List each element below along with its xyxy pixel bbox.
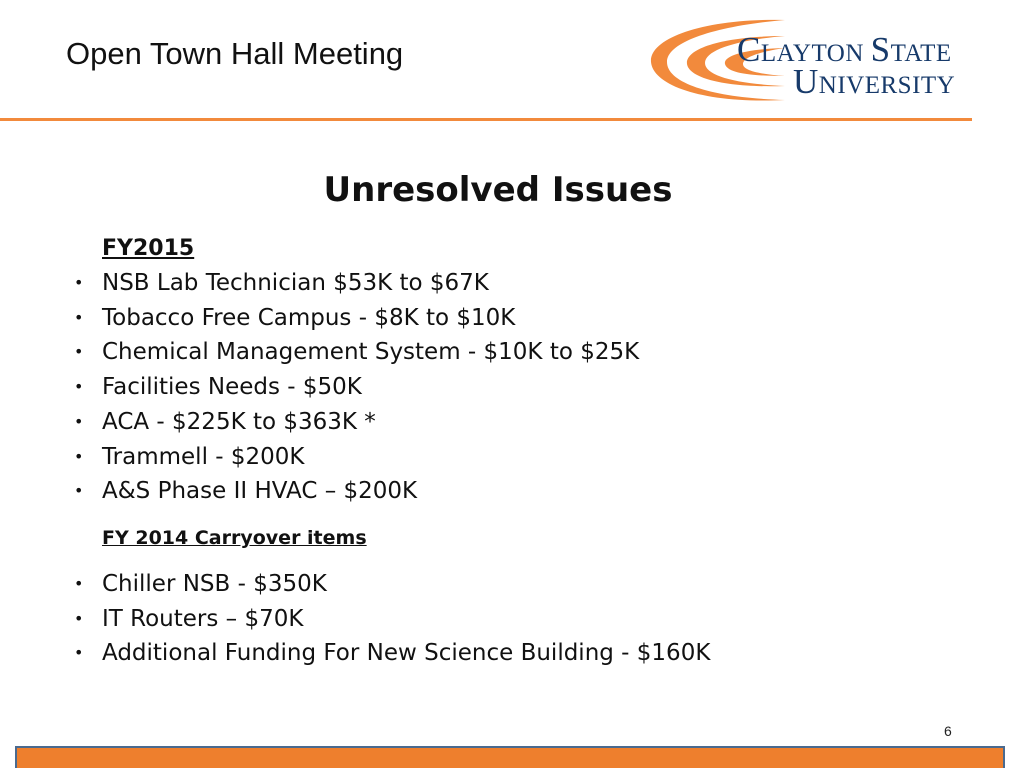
page-number: 6 [944,723,952,739]
list-item: • A&S Phase II HVAC – $200K [74,474,639,509]
slide-header-title: Open Town Hall Meeting [66,36,404,71]
bullet-icon: • [74,446,84,466]
bullet-icon: • [74,574,84,593]
list-item: • NSB Lab Technician $53K to $67K [74,266,639,301]
bullet-icon: • [74,342,84,362]
bullet-icon: • [74,377,84,397]
bullet-icon: • [74,608,84,628]
fy2015-issue-list [74,266,639,509]
bullet-icon: • [74,273,84,292]
bullet-icon: • [74,307,84,327]
list-item: • Additional Funding For New Science Building - $160K [74,636,710,671]
logo-text-line1: CLAYTON STATE [737,30,952,69]
section-heading-fy2015: FY2015 [102,236,195,261]
bullet-icon: • [74,411,84,431]
list-item: • Chemical Management System - $10K to $25K [74,335,639,370]
list-item: • IT Routers – $70K [74,602,710,637]
footer-bar [15,746,1005,768]
slide-heading: Unresolved Issues [323,170,673,210]
list-item: • Facilities Needs - $50K [74,370,639,405]
bullet-icon: • [74,481,84,501]
list-item: • Trammell - $200K [74,440,639,475]
list-item: • Tobacco Free Campus - $8K to $10K [74,301,639,336]
section-heading-fy2014-carryover: FY 2014 Carryover items [102,527,367,549]
list-item: • Chiller NSB - $350K [74,567,710,602]
bullet-icon: • [74,643,84,663]
university-logo [645,16,975,106]
list-item: • ACA - $225K to $363K * [74,405,639,440]
header-divider [0,118,972,121]
logo-text-line2: UNIVERSITY [793,62,956,101]
fy2014-carryover-list [74,567,710,671]
